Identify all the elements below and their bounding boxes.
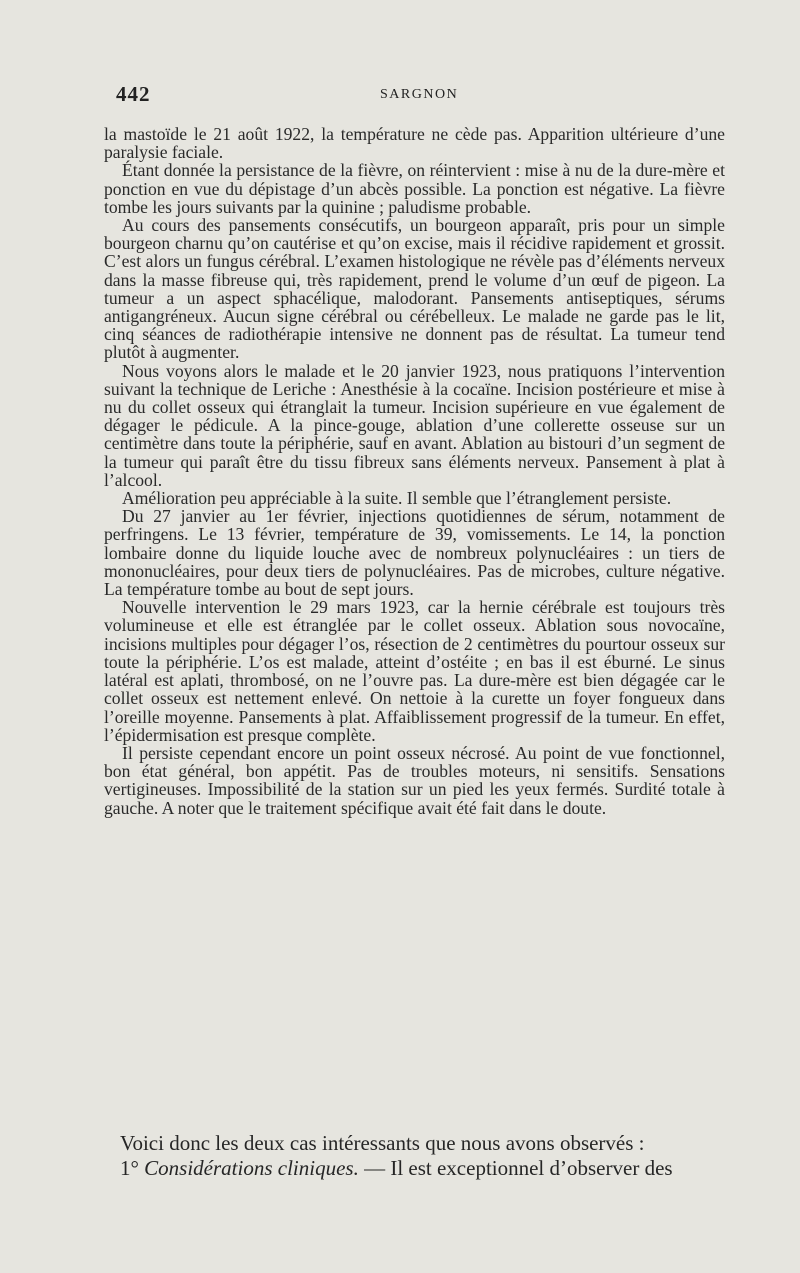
paragraph: Au cours des pansements consécutifs, un bourgeon apparaît, pris pour un simple bourgeon charnu qu’on cautérise et qu’on excise, mais il récidive rapidement et grossit. C’est alors un fungus cérébral. L’examen histologique ne révèle pas d’éléments nerveux dans la masse fibreuse qui, très rapidement, prend le volume d’un œuf de pigeon. La tumeur a un aspect sphacélique, malodorant. Pansements antiseptiques, sérums antigangréneux. Aucun signe cérébral ou cérébelleux. Le malade ne garde pas le lit, cinq séances de radiothérapie intensive ne donnent pas de résultat. La tumeur tend plutôt à augmenter. <box>104 215 725 363</box>
section-heading: Considérations cliniques. <box>144 1155 359 1180</box>
page-header <box>104 82 704 112</box>
body-text <box>104 125 725 817</box>
section-intro <box>104 1131 725 1180</box>
paragraph: la mastoïde le 21 août 1922, la température ne cède pas. Apparition ultérieure d’une paralysie faciale. <box>104 124 725 163</box>
paragraph: Étant donnée la persistance de la fièvre, on réintervient : mise à nu de la dure-mère et ponction en vue du dépistage d’un abcès possible. La ponction est négative. La fièvre tombe les jours suivants par la quinine ; paludisme probable. <box>104 160 725 217</box>
section-text: — Il est exceptionnel d’observer des <box>358 1155 673 1180</box>
running-head: SARGNON <box>380 87 459 102</box>
paragraph: Il persiste cependant encore un point osseux nécrosé. Au point de vue fonctionnel, bon état général, bon appétit. Pas de troubles moteurs, ni sensitifs. Sensations vertigineuses. Impossibilité de la station sur un pied les yeux fermés. Surdité totale à gauche. A noter que le traitement spécifique avait été fait dans le doute. <box>104 742 725 818</box>
paragraph: Du 27 janvier au 1er février, injections quotidiennes de sérum, notamment de perfringens. Le 13 février, température de 39, vomissements. Le 14, la ponction lombaire donne du liquide louche avec de nombreux polynucléaires : un tiers de mononucléaires, pour deux tiers de polynucléaires. Pas de microbes, culture négative. La température tombe au bout de sept jours. <box>104 506 725 600</box>
section-heading-line <box>104 1156 725 1181</box>
paragraph: Nouvelle intervention le 29 mars 1923, car la hernie cérébrale est toujours très volumineuse et elle est étranglée par le collet osseux. Ablation sous novocaïne, incisions multiples pour dégager l’os, résection de 2 centimètres du pourtour osseux sur toute la périphérie. L’os est malade, atteint d’ostéite ; en bas il est éburné. Le sinus latéral est aplati, thrombosé, on ne l’ouvre pas. La dure-mère est bien dégagée car le collet osseux est nettement enlevé. On nettoie à la curette un foyer fongueux dans l’oreille moyenne. Pansements à plat. Affaiblissement progressif de la tumeur. En effet, l’épidermisation est presque complète. <box>104 597 725 745</box>
intro-line: Voici donc les deux cas intéressants que nous avons observés : <box>120 1131 645 1155</box>
paragraph: Amélioration peu appréciable à la suite. Il semble que l’étranglement persiste. <box>122 488 672 509</box>
paragraph: Nous voyons alors le malade et le 20 janvier 1923, nous pratiquons l’intervention suivant la technique de Leriche : Anesthésie à la cocaïne. Incision postérieure et mise à nu du collet osseux qui étranglait la tumeur. Incision supérieure en vue également de dégager le pédicule. A la pince-gouge, ablation d’une collerette osseuse sur un centimètre dans toute la périphérie, sauf en avant. Ablation au bistouri d’un segment de la tumeur qui paraît être du tissu fibreux sans éléments nerveux. Pansement à plat à l’alcool. <box>104 360 725 490</box>
section-number: 1° <box>120 1155 145 1180</box>
page-number: 442 <box>116 82 151 106</box>
